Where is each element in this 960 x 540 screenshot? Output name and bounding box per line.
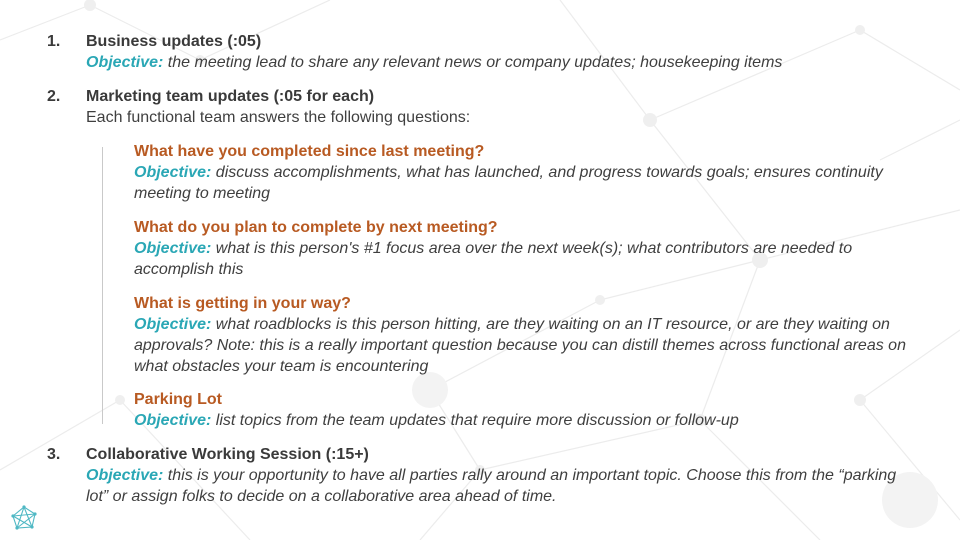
question-4: [134, 389, 934, 431]
objective-label: Objective:: [86, 54, 164, 71]
item-2-number: 2.: [47, 88, 61, 105]
objective-text: discuss accomplishments, what has launched, and progress towards goals; ensures continuity meeting to meeting: [134, 164, 883, 202]
objective-text: the meeting lead to share any relevant news or company updates; housekeeping items: [163, 54, 783, 71]
question-2: [134, 217, 934, 280]
questions-divider-line: [102, 147, 103, 424]
question-1-title: What have you completed since last meeting?: [134, 143, 485, 160]
question-3-objective: [134, 314, 934, 377]
item-1-block: [86, 31, 946, 73]
question-4-title: Parking Lot: [134, 391, 223, 408]
question-3: [134, 293, 934, 377]
item-1-number: 1.: [47, 33, 61, 50]
objective-label: Objective:: [134, 412, 212, 429]
objective-text: list topics from the team updates that require more discussion or follow-up: [211, 412, 739, 429]
item-3-objective: [86, 465, 906, 507]
item-3-number: 3.: [47, 446, 61, 463]
question-1: [134, 141, 934, 204]
item-2-block: [86, 86, 946, 128]
item-1-objective: [86, 52, 946, 73]
objective-label: Objective:: [134, 164, 212, 181]
item-3-block: [86, 444, 906, 507]
question-1-objective: [134, 162, 934, 204]
question-2-objective: [134, 238, 934, 280]
objective-text: what roadblocks is this person hitting, are they waiting on an IT resource, or are they waiting on approvals? Note: this is a really important question because you can distill themes across functional areas on what obstacles your team is encountering: [134, 316, 906, 375]
objective-label: Objective:: [134, 240, 212, 257]
question-2-title: What do you plan to complete by next meeting?: [134, 219, 498, 236]
objective-label: Objective:: [86, 467, 164, 484]
objective-label: Objective:: [134, 316, 212, 333]
item-2-title: Marketing team updates (:05 for each): [86, 88, 375, 105]
item-2-intro: Each functional team answers the following questions:: [86, 109, 471, 126]
question-3-title: What is getting in your way?: [134, 295, 351, 312]
item-1-title: Business updates (:05): [86, 33, 262, 50]
question-4-objective: [134, 410, 934, 431]
item-3-title: Collaborative Working Session (:15+): [86, 446, 369, 463]
objective-text: what is this person's #1 focus area over the next week(s); what contributors are needed to accomplish this: [134, 240, 853, 278]
objective-text: this is your opportunity to have all parties rally around an important topic. Choose this from the “parking lot” or assign folks to decide on a collaborative area ahead of time.: [86, 467, 897, 505]
network-node-logo-icon: [10, 505, 38, 531]
